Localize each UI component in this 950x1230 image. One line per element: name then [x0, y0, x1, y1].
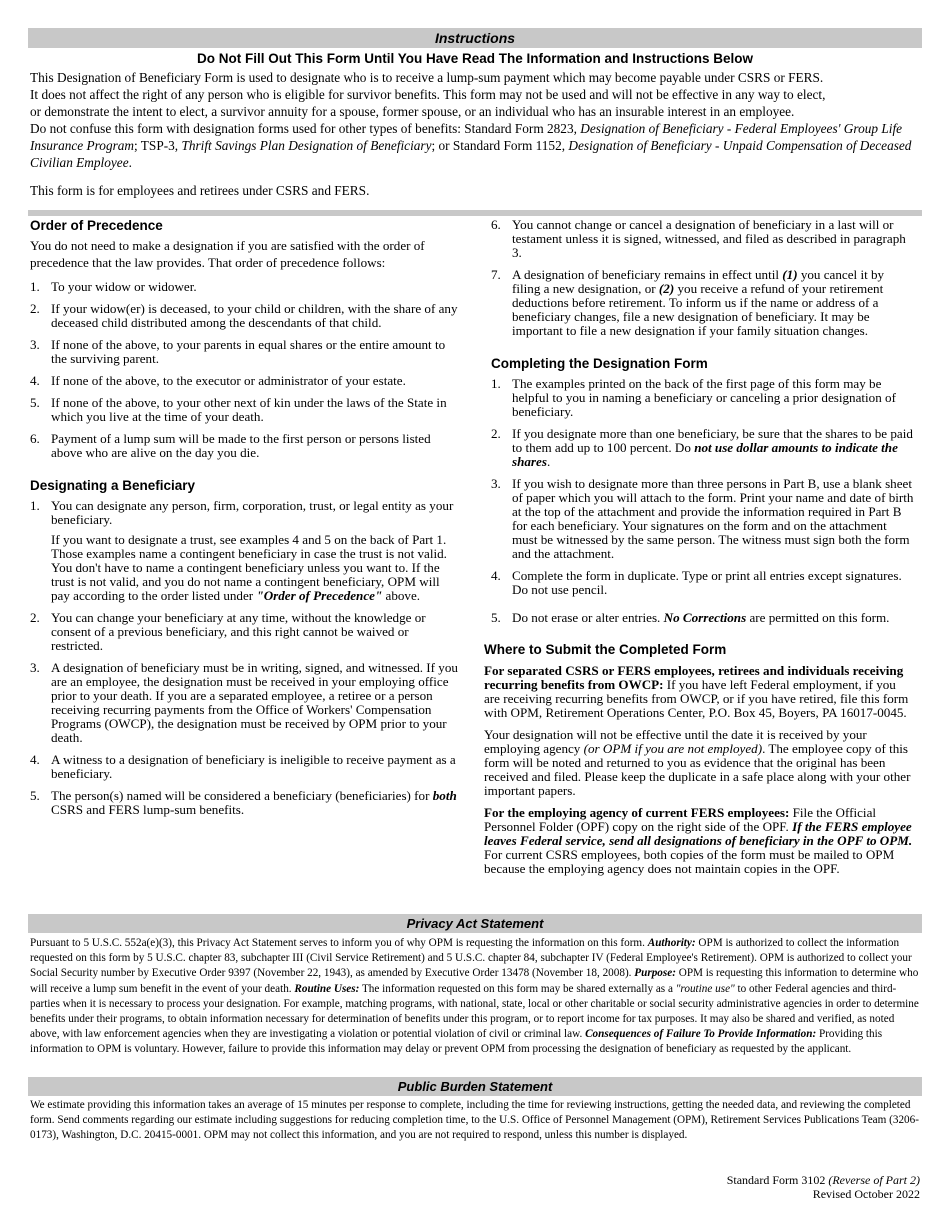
text: ; TSP-3, — [134, 138, 182, 153]
emphasis: Consequences of Failure To Provide Information: — [585, 1028, 817, 1041]
emphasis: For the employing agency of current FERS employees: — [484, 805, 790, 820]
emphasis: "routine use" — [675, 982, 735, 995]
emphasis: (2) — [658, 281, 675, 296]
list-number: 4. — [30, 752, 40, 767]
completing-heading: Completing the Designation Form — [491, 356, 708, 371]
precedence-ref: "Order of Precedence" — [256, 588, 383, 603]
trust-note — [30, 533, 458, 603]
list-text: You can designate any person, firm, corporation, trust, or legal entity as your beneficiary. — [51, 498, 454, 527]
intro-line-3: or demonstrate the intent to elect, a survivor annuity for a spouse, former spouse, or an individual who has an insurable interest in an employee. — [30, 104, 795, 119]
list-number: 1. — [30, 279, 40, 294]
list-item — [30, 374, 458, 388]
list-item — [491, 569, 915, 597]
intro-scope: This form is for employees and retirees under CSRS and FERS. — [30, 183, 370, 198]
list-number: 5. — [30, 395, 40, 410]
text: are permitted on this form. — [746, 610, 890, 625]
text: Do not confuse this form with designation forms used for other types of benefits: Standard Form 2823, — [30, 121, 581, 136]
emphasis: For separated CSRS or FERS employees, retirees and individuals receiving recurring benefits from OWCP: — [484, 663, 904, 692]
text: Do not erase or alter entries. — [512, 610, 664, 625]
list-text: If none of the above, to the executor or administrator of your estate. — [51, 373, 406, 388]
emphasis: If the FERS employee leaves Federal service, send all designations of beneficiary in the OPF to OPM. — [484, 819, 913, 848]
text: . The employee copy of this form will be noted and returned to you as evidence that the original has been received and filed. Please keep the duplicate in a safe place along with your other important papers. — [484, 741, 911, 798]
revision-date: Revised October 2022 — [812, 1187, 920, 1201]
list-text: A witness to a designation of beneficiary is ineligible to receive payment as a beneficiary. — [51, 752, 456, 781]
text: Pursuant to 5 U.S.C. 552a(e)(3), this Privacy Act Statement serves to inform you of why OPM is requesting the information on this form. — [30, 937, 648, 949]
instructions-subtitle: Do Not Fill Out This Form Until You Have Read The Information and Instructions Below — [196, 51, 754, 66]
text: Providing this information to OPM is voluntary. However, failure to provide this information may delay or prevent OPM from processing the designation of beneficiary as requested by the applicant. — [30, 1028, 883, 1056]
text: . — [128, 155, 132, 170]
privacy-title: Privacy Act Statement — [28, 914, 922, 933]
list-item — [30, 432, 458, 460]
emphasis: both — [432, 788, 457, 803]
list-number: 2. — [30, 610, 40, 625]
text: ; or Standard Form 1152, — [431, 138, 569, 153]
emphasis: not use dollar amounts to indicate the shares — [512, 440, 898, 469]
text: For current CSRS employees, both copies of the form must be mailed to OPM because the employing agency does not maintain copies in the OPF. — [484, 847, 895, 876]
list-item — [491, 611, 915, 625]
text: CSRS and FERS lump-sum benefits. — [51, 802, 245, 817]
precedence-heading: Order of Precedence — [30, 218, 163, 233]
list-item — [30, 396, 458, 424]
text: File the Official Personnel Folder (OPF) copy on the right side of the OPF. — [484, 805, 877, 834]
list-item — [491, 268, 915, 338]
submit-effective — [484, 728, 915, 798]
list-item — [30, 753, 458, 781]
burden-title: Public Burden Statement — [28, 1077, 922, 1096]
list-item — [30, 611, 458, 653]
instructions-intro — [30, 69, 920, 199]
intro-other-forms — [30, 120, 920, 171]
submit-separated — [484, 664, 915, 720]
text: you cancel it by filing a new designation, or — [512, 267, 885, 296]
text: The information requested on this form may be shared externally as a — [359, 982, 676, 995]
form-footer — [727, 1173, 920, 1201]
sf1152-title: Designation of Beneficiary - Unpaid Compensation of Deceased Civilian Employee — [30, 138, 912, 170]
precedence-intro: You do not need to make a designation if you are satisfied with the order of precedence that the law provides. That order of precedence follows: — [30, 238, 425, 270]
submit-agency — [484, 806, 915, 876]
list-number: 2. — [491, 426, 501, 441]
list-number: 3. — [30, 660, 40, 675]
text: OPM is requesting this information to determine who will receive a lump sum benefit in the event of your death. — [30, 967, 919, 995]
list-item — [30, 302, 458, 330]
text: OPM is authorized to collect the information requested on this form by 5 U.S.C. chapter 83, subchapter III (Civil Service Retirement) and 5 U.S.C. chapter 84, subchapter IV (Federal Employee's Retirement). OPM is authorized to collect your Social Security number by Executive Order 9397 (November 22, 1943), as amended by Executive Order 13478 (November 18, 2008). — [30, 937, 912, 980]
list-number: 5. — [491, 610, 501, 625]
list-text: A designation of beneficiary must be in writing, signed, and witnessed. If you are an employee, the designation must be received in your employing office prior to your death. If you are a separated employee, a retiree or a person receiving recurring payments from the Office of Workers' Compensation Programs (OWCP), the designation must be received by OPM prior to your death. — [51, 660, 458, 745]
privacy-statement — [30, 936, 920, 1058]
form-number: Standard Form 3102 — [726, 1173, 829, 1187]
list-number: 2. — [30, 301, 40, 316]
text: to other Federal agencies and third-parties when it is necessary to process your designation. For example, matching programs, with national, state, local or other charitable or social security administrative agencies in order to determine benefits under their programs, to obtain information necessary for determination of benefits under this program, or to report income for tax purposes. It may also be shared and verified, as noted above, with law enforcement agencies when they are investigating a violation or potential violation of civil or criminal law. — [30, 982, 919, 1041]
text: If you have left Federal employment, if you are receiving recurring benefits from OWCP, or if you have retired, file this form with OPM, Retirement Operations Center, P.O. Box 45, Boyers, PA 16017-0045. — [484, 677, 909, 720]
list-text: If none of the above, to your parents in equal shares or the entire amount to the surviving parent. — [51, 337, 446, 366]
list-text: If your widow(er) is deceased, to your child or children, with the share of any deceased child distributed among the descendants of that child. — [51, 301, 458, 330]
emphasis: (1) — [782, 267, 798, 282]
left-column — [30, 218, 458, 817]
list-number: 3. — [30, 337, 40, 352]
list-number: 1. — [491, 376, 501, 391]
list-text: To your widow or widower. — [51, 279, 197, 294]
list-number: 1. — [30, 498, 40, 513]
list-text: Complete the form in duplicate. Type or print all entries except signatures. Do not use pencil. — [512, 568, 902, 597]
text: The person(s) named will be considered a beneficiary (beneficiaries) for — [51, 788, 433, 803]
list-item — [30, 789, 458, 817]
list-number: 7. — [491, 267, 501, 282]
tsp3-title: Thrift Savings Plan Designation of Beneficiary — [181, 138, 432, 153]
emphasis: Purpose: — [634, 967, 676, 980]
emphasis: Authority: — [647, 937, 696, 949]
text: . — [546, 454, 551, 469]
list-item — [491, 477, 915, 561]
list-text: If none of the above, to your other next of kin under the laws of the State in which you live at the time of your death. — [51, 395, 447, 424]
instructions-title: Instructions — [28, 28, 922, 48]
submit-heading: Where to Submit the Completed Form — [484, 642, 727, 657]
text: A designation of beneficiary remains in effect until — [512, 267, 783, 282]
form-id — [727, 1173, 920, 1187]
list-text: You can change your beneficiary at any time, without the knowledge or consent of a previous beneficiary, and this right cannot be waived or restricted. — [51, 610, 426, 653]
sf2823-title: Designation of Beneficiary - Federal Employees' Group Life Insurance Program — [30, 121, 903, 153]
text: you receive a refund of your retirement deductions before retirement. To inform us if the name or address of a beneficiary changes, file a new designation of beneficiary. It may be important to file a new designation if your family situation changes. — [512, 281, 884, 338]
text: If you want to designate a trust, see examples 4 and 5 on the back of Part 1. Those examples name a contingent beneficiary in case the trust is not valid. You don't have to name a contingent beneficiary unless you want to. If the trust is not valid, and you do not name a contingent beneficiary, OPM will pay according to the order listed under — [51, 532, 447, 603]
list-number: 6. — [30, 431, 40, 446]
list-item — [491, 427, 915, 469]
burden-statement: We estimate providing this information takes an average of 15 minutes per response to complete, including the time for reviewing instructions, getting the needed data, and reviewing the completed form. Send comments regarding our estimate including suggestions for reducing completion time, to the U.S. Office of Personnel Management (OPM), Retirement Services Publications Team (3206-0173), Washington, D.C. 20415-0001. OPM may not collect this information, and you are not required to respond, unless this number is displayed. — [30, 1099, 919, 1142]
list-text: If you wish to designate more than three persons in Part B, use a blank sheet of paper which you will attach to the form. Print your name and date of birth at the top of the attachment and provide the information required in Part B for each beneficiary. Your signatures on the form and on the attachment must be witnessed by the same person. The witness must sign both the form and the attachment. — [512, 476, 914, 561]
designating-heading: Designating a Beneficiary — [30, 478, 196, 493]
list-item — [491, 377, 915, 419]
text: above. — [382, 588, 421, 603]
emphasis: (or OPM if you are not employed) — [583, 741, 763, 756]
list-item — [30, 499, 458, 527]
emphasis: No Corrections — [663, 610, 747, 625]
list-item — [30, 280, 458, 294]
list-number: 3. — [491, 476, 501, 491]
list-text: The examples printed on the back of the first page of this form may be helpful to you in naming a beneficiary or canceling a prior designation of beneficiary. — [512, 376, 896, 419]
list-number: 4. — [30, 373, 40, 388]
emphasis: Routine Uses: — [294, 982, 360, 995]
section-divider — [28, 210, 922, 216]
list-item — [491, 218, 915, 260]
list-text: You cannot change or cancel a designation of beneficiary in a last will or testament unless it is signed, witnessed, and filed as described in paragraph 3. — [512, 217, 906, 260]
list-number: 5. — [30, 788, 40, 803]
form-part: (Reverse of Part 2) — [828, 1173, 920, 1187]
list-item — [30, 338, 458, 366]
text: Your designation will not be effective until the date it is received by your employing agency — [484, 727, 867, 756]
right-column — [484, 217, 915, 876]
intro-line-1: This Designation of Beneficiary Form is used to designate who is to receive a lump-sum payment which may become payable under CSRS or FERS. — [30, 70, 824, 85]
intro-line-2: It does not affect the right of any person who is eligible for survivor benefits. This form may not be used and will not be effective in any way to elect, — [30, 87, 826, 102]
text: If you designate more than one beneficiary, be sure that the shares to be paid to them add up to 100 percent. Do — [512, 426, 913, 455]
list-number: 4. — [491, 568, 501, 583]
list-number: 6. — [491, 217, 501, 232]
list-text: Payment of a lump sum will be made to the first person or persons listed above who are alive on the day you die. — [51, 431, 431, 460]
list-item — [30, 661, 458, 745]
